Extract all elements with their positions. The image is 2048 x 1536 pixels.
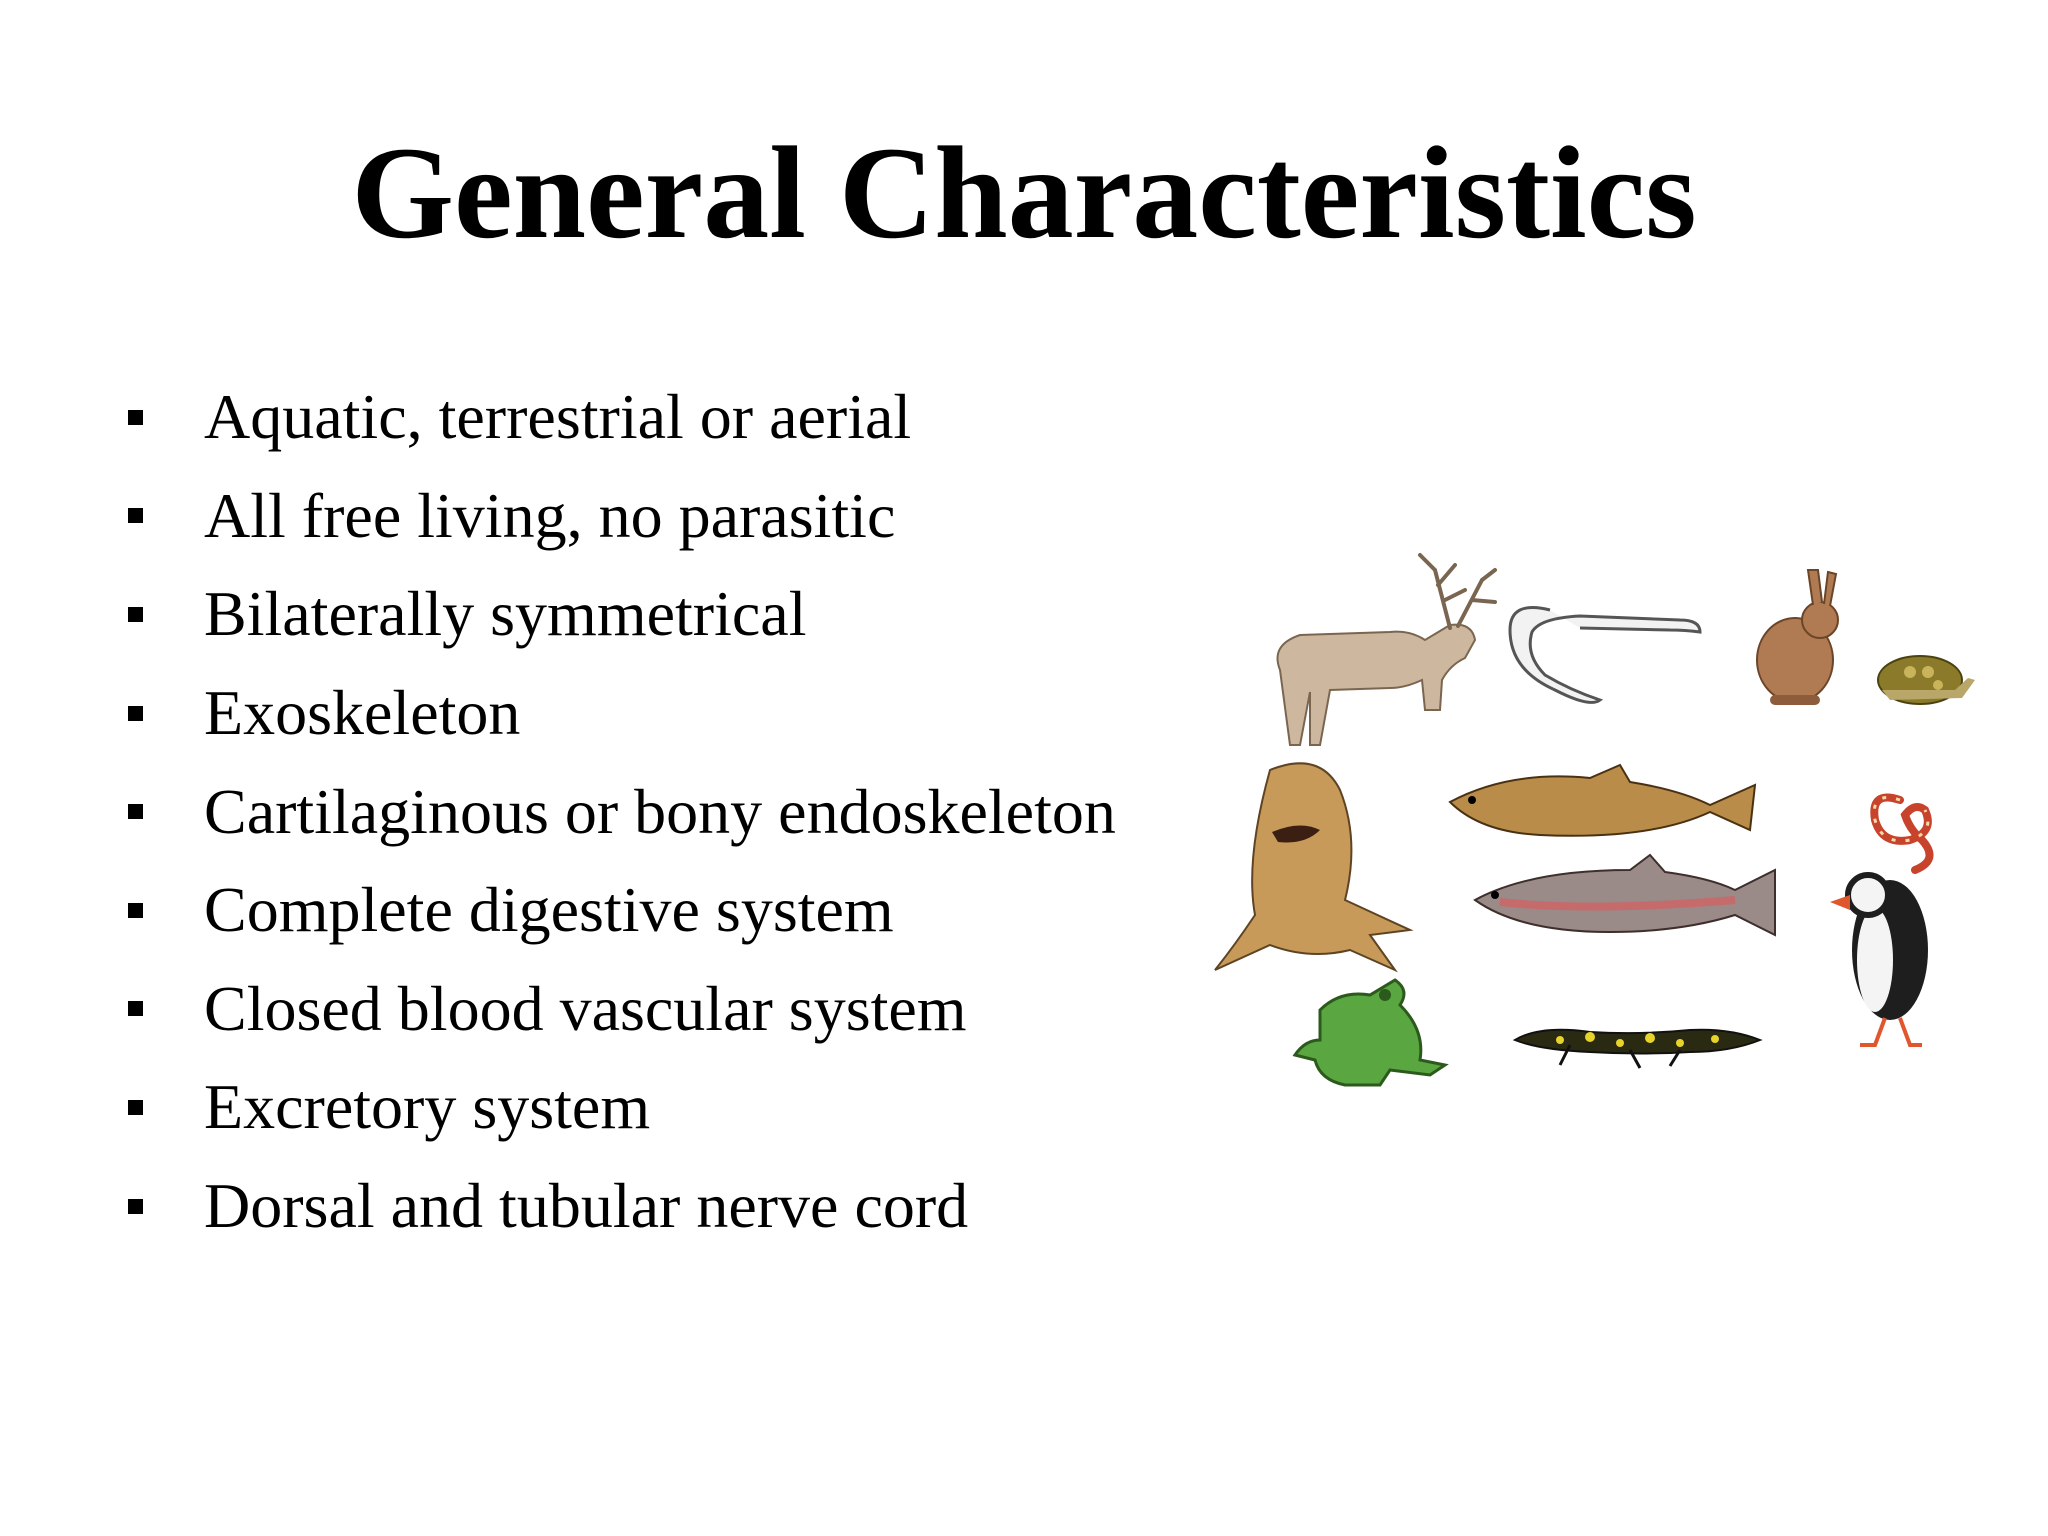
square-bullet-icon — [128, 607, 143, 622]
bullet-item — [128, 368, 1116, 467]
square-bullet-icon — [128, 410, 143, 425]
bullet-item — [128, 467, 1116, 566]
square-bullet-icon — [128, 706, 143, 721]
square-bullet-icon — [128, 1199, 143, 1214]
bullet-item — [128, 1058, 1116, 1157]
shark-icon — [1215, 763, 1410, 970]
puffin-icon — [1830, 875, 1928, 1045]
vertebrate-animals-illustration — [1210, 540, 2010, 1110]
rabbit-icon — [1757, 570, 1838, 705]
square-bullet-icon — [128, 903, 143, 918]
bullet-text: Cartilaginous or bony endoskeleton — [204, 775, 1116, 847]
bullet-item — [128, 565, 1116, 664]
bullet-item — [128, 762, 1116, 861]
bullet-text: Dorsal and tubular nerve cord — [204, 1170, 969, 1242]
bullet-text: Exoskeleton — [204, 677, 521, 749]
trout-icon — [1475, 855, 1775, 935]
bullet-text: Closed blood vascular system — [204, 972, 967, 1044]
bullet-item — [128, 664, 1116, 763]
square-bullet-icon — [128, 804, 143, 819]
bullet-item — [128, 1157, 1116, 1256]
cod-fish-icon — [1450, 765, 1755, 836]
bullet-text: All free living, no parasitic — [204, 479, 896, 551]
bullet-text: Bilaterally symmetrical — [204, 578, 807, 650]
square-bullet-icon — [128, 1001, 143, 1016]
reindeer-icon — [1278, 555, 1496, 745]
bullet-text: Aquatic, terrestrial or aerial — [204, 381, 912, 453]
bullet-item — [128, 960, 1116, 1059]
bullet-item — [128, 861, 1116, 960]
slide-title: General Characteristics — [351, 119, 1697, 266]
eel-icon — [1510, 608, 1700, 703]
bullet-text: Excretory system — [204, 1071, 651, 1143]
bullet-list — [128, 368, 1116, 1255]
square-bullet-icon — [128, 508, 143, 523]
frog-icon — [1295, 980, 1445, 1085]
bullet-text: Complete digestive system — [204, 874, 894, 946]
square-bullet-icon — [128, 1100, 143, 1115]
coral-snake-icon — [1874, 798, 1929, 871]
salamander-icon — [1515, 1030, 1760, 1068]
tortoise-icon — [1878, 656, 1975, 704]
